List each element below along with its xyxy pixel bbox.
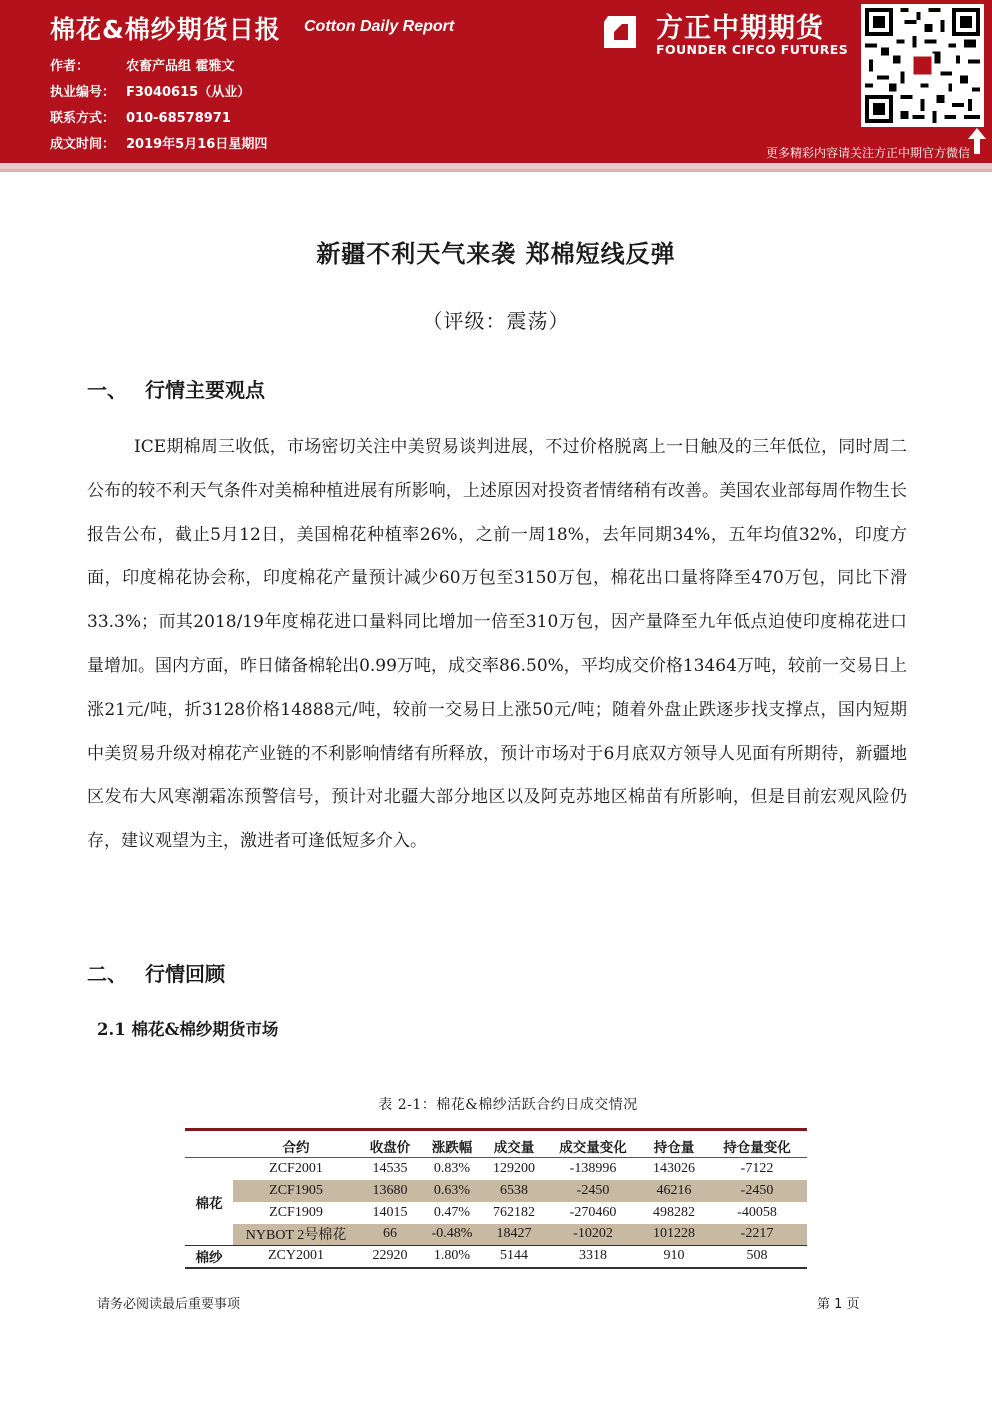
document-title: 新疆不利天气来袭 郑棉短线反弹 (316, 239, 676, 268)
table-header-cell: 成交量 (483, 1130, 545, 1158)
trading-table (185, 1128, 807, 1269)
table-row: NYBOT 2号棉花 66 -0.48% 18427 -10202 101228 -2217 (185, 1224, 807, 1246)
table-row: 棉纱 ZCY2001 22920 1.80% 5144 3318 910 508 (185, 1246, 807, 1268)
table-header-cell: 合约 (233, 1130, 359, 1158)
table-header-cell: 成交量变化 (545, 1130, 641, 1158)
wechat-qr-code-icon (861, 4, 984, 127)
section-heading-2: 二、 行情回顾 (87, 962, 225, 986)
page-number: 第 1 页 (817, 1297, 860, 1312)
main-view-paragraph: ICE期棉周三收低，市场密切关注中美贸易谈判进展，不过价格脱离上一日触及的三年低位，同时周二公布的较不利天气条件对美棉种植进展有所影响，上述原因对投资者情绪稍有改善。美国农业部每周作物生长报告公布，截止5月12日，美国棉花种植率26%，之前一周18%，去年同期34%，五年均值32%，印度方面，印度棉花协会称，印度棉花产量预计减少60万包至3150万包，棉花出口量将降至470万包，同比下滑33.3%；而其2018/19年度棉花进口量料同比增加一倍至310万包，因产量降至九年低点迫使印度棉花进口量增加。国内方面，昨日储备棉轮出0.99万吨，成交率86.50%，平均成交价格13464万吨，较前一交易日上涨21元/吨，折3128价格14888元/吨，较前一交易日上涨50元/吨；随着外盘止跌逐步找支撑点，国内短期中美贸易升级对棉花产业链的不利影响情绪有所释放，预计市场对于6月底双方领导人见面有所期待，新疆地区发布大风寒潮霜冻预警信号，预计对北疆大部分地区以及阿克苏地区棉苗有所影响，但是目前宏观风险仍存，建议观望为主，激进者可逢低短多介入。 (87, 437, 907, 852)
table-row: 棉花 ZCF2001 14535 0.83% 129200 -138996 143026 -7122 (185, 1158, 807, 1180)
brand-name-cn: 方正中期期货 (656, 13, 824, 44)
group-label: 棉花 (185, 1158, 233, 1246)
report-title-en: Cotton Daily Report (304, 18, 455, 35)
brand-name-en: FOUNDER CIFCO FUTURES (656, 42, 849, 57)
table-header-cell: 持仓量 (641, 1130, 707, 1158)
rating: （评级：震荡） (422, 309, 570, 333)
table-caption: 表 2-1：棉花&棉纱活跃合约日成交情况 (378, 1097, 638, 1113)
table-header-cell: 收盘价 (359, 1130, 421, 1158)
meta-license: 执业编号： F3040615（从业） (50, 85, 251, 100)
report-title: 棉花&棉纱期货日报 (50, 15, 281, 44)
footer-notice: 请务必阅读最后重要事项 (97, 1297, 241, 1312)
meta-contact: 联系方式： 010-68578971 (50, 111, 231, 126)
section-heading-1: 一、 行情主要观点 (87, 378, 265, 402)
follow-wechat-text: 更多精彩内容请关注方正中期官方微信 (765, 146, 970, 160)
report-header (0, 0, 992, 163)
meta-author: 作者： 农畜产品组 霍雅文 (50, 59, 235, 74)
founder-logo-icon (600, 12, 640, 52)
group-label: 棉纱 (185, 1246, 233, 1268)
arrow-up-icon (968, 128, 986, 154)
meta-date: 成文时间： 2019年5月16日星期四 (50, 137, 268, 152)
table-row: ZCF1909 14015 0.47% 762182 -270460 498282 -40058 (269, 1204, 777, 1220)
table-header-row (185, 1130, 807, 1158)
table-header-cell: 持仓量变化 (707, 1130, 807, 1158)
table-row: ZCF1905 13680 0.63% 6538 -2450 46216 -2450 (185, 1180, 807, 1202)
table-header-cell: 涨跌幅 (421, 1130, 483, 1158)
header-divider-line (0, 169, 992, 172)
subsection-heading: 2.1 棉花&棉纱期货市场 (97, 1020, 279, 1039)
